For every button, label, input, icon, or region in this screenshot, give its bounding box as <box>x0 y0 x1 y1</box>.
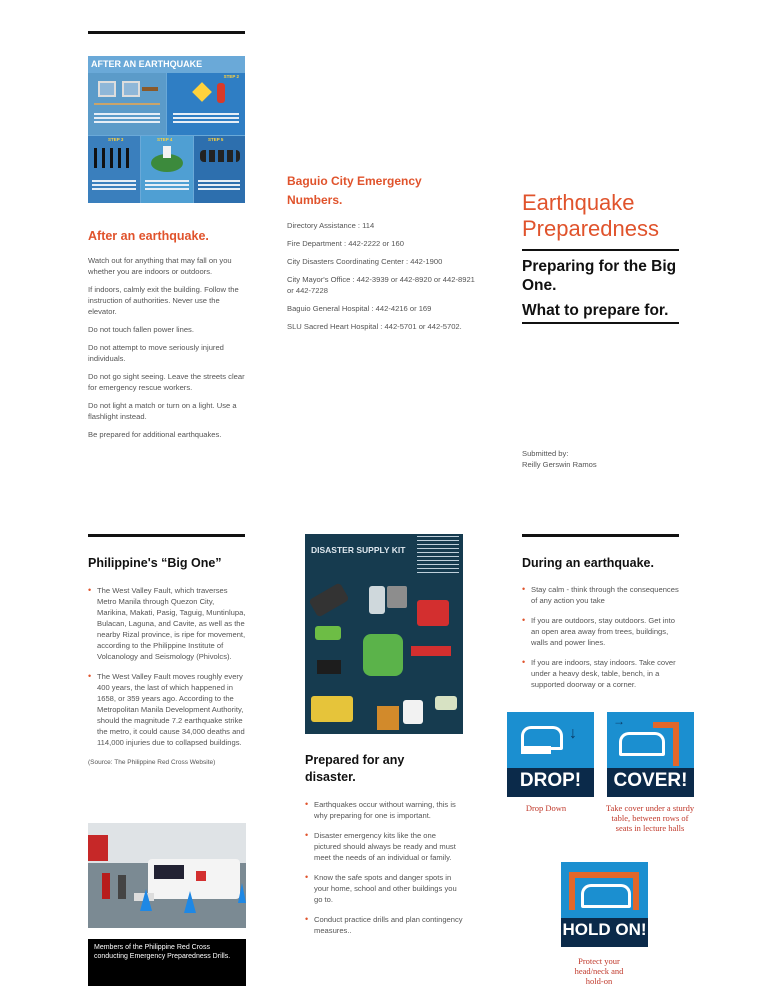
drop-arrow-icon: ↓ <box>569 725 577 742</box>
after-earthquake-list <box>88 255 248 447</box>
hold-on-tile <box>561 862 648 947</box>
drop-label: DROP! <box>519 770 582 791</box>
cover-rule-2 <box>522 322 679 324</box>
cover-tile <box>607 712 694 797</box>
infographic-panel-1 <box>88 73 166 135</box>
prepared-bullet: • Conduct practice drills and plan contingency measures.. <box>305 914 465 936</box>
infographic-panel-5: STEP 5 <box>194 136 245 203</box>
prepared-list <box>305 799 465 945</box>
prepared-bullet: • Disaster emergency kits like the one pictured should always be ready and must meet the needs of an individual or family. <box>305 830 465 863</box>
emergency-number: Fire Department : 442-2222 or 160 <box>287 239 404 248</box>
emergency-numbers-list <box>287 220 482 339</box>
submitted-name: Reilly Gerswin Ramos <box>522 460 597 469</box>
emergency-number: City Disasters Coordinating Center : 442-1900 <box>287 257 443 266</box>
top-rule-col1 <box>88 31 245 34</box>
cover-title-line1: Earthquake <box>522 190 635 215</box>
photo-caption-box <box>88 939 246 986</box>
emergency-number: Directory Assistance : 114 <box>287 221 375 230</box>
during-bullet: • Stay calm - think through the consequences of any action you take <box>522 584 682 606</box>
red-cross-drill-photo <box>88 823 246 928</box>
bottom-rule-col3 <box>522 534 679 537</box>
drop-tile <box>507 712 594 797</box>
cover-subtitle: Preparing for the Big One. <box>522 258 677 294</box>
during-heading: During an earthquake. <box>522 556 654 570</box>
emergency-number: Baguio General Hospital : 442-4216 or 169 <box>287 304 432 313</box>
infographic-panel-3: STEP 3 <box>88 136 140 203</box>
infographic-panel-2: STEP 2 <box>167 73 245 135</box>
during-list <box>522 584 682 699</box>
big-one-heading: Philippine's “Big One” <box>88 556 222 570</box>
cover-label: COVER! <box>613 770 688 791</box>
big-one-bullet: • The West Valley Fault moves roughly every 400 years, the last of which happened in 1658, or 359 years ago. According to the Metropolitan Manila Development Authority, should the magnitude 7.2 earthquake strike the metro, it could cause 34,000 deaths and 114,000 injuries due to collapsed buildings. <box>88 671 246 748</box>
after-tip: Do not go sight seeing. Leave the streets clear for emergency rescue workers. <box>88 372 245 392</box>
submitted-label: Submitted by: <box>522 449 569 458</box>
cover-title-line2: Preparedness <box>522 216 659 241</box>
prepared-heading: Prepared for any disaster. <box>305 753 405 784</box>
emergency-number: SLU Sacred Heart Hospital : 442-5701 or 442-5702. <box>287 322 462 331</box>
after-earthquake-infographic <box>88 56 245 203</box>
cover-arrow-icon: → <box>613 714 625 728</box>
prepared-bullet: • Earthquakes occur without warning, this is why preparing for one is important. <box>305 799 465 821</box>
source-note: (Source: The Philippine Red Cross Website) <box>88 759 216 766</box>
during-bullet: • If you are outdoors, stay outdoors. Get into an open area away from trees, buildings, walls and power lines. <box>522 615 682 648</box>
hold-on-caption: Protect your head/neck and hold-on <box>574 956 624 986</box>
cover-title <box>522 190 659 242</box>
after-tip: Be prepared for additional earthquakes. <box>88 430 222 439</box>
bottom-rule-col1 <box>88 534 245 537</box>
after-earthquake-heading: After an earthquake. <box>88 229 209 243</box>
big-one-list <box>88 585 246 768</box>
drop-caption: Drop Down <box>525 803 567 813</box>
emergency-numbers-heading: Baguio City Emergency Numbers. <box>287 174 422 207</box>
disaster-supply-kit-image <box>305 534 463 734</box>
after-tip: Do not light a match or turn on a light. Use a flashlight instead. <box>88 401 237 421</box>
infographic-panel-4: STEP 4 <box>141 136 193 203</box>
cover-subtitle-2: What to prepare for. <box>522 302 669 319</box>
kit-banner: DISASTER SUPPLY KIT <box>311 545 406 555</box>
big-one-bullet: • The West Valley Fault, which traverses Metro Manila through Quezon City, Marikina, Makati, Pasig, Taguig, Muntinlupa, Bulacan, Laguna, and Cavite, as well as the nearby Rizal province, is ripe for movement, according to the Philippine Institute of Volcanology and Seismology (Phivolcs). <box>88 585 246 662</box>
emergency-number: City Mayor's Office : 442-3939 or 442-8920 or 442-8921 or 442-7228 <box>287 275 475 295</box>
hold-on-label: HOLD ON! <box>562 920 647 939</box>
infographic-banner: AFTER AN EARTHQUAKE <box>91 59 203 69</box>
after-tip: Watch out for anything that may fall on you whether you are indoors or outdoors. <box>88 256 232 276</box>
after-tip: Do not touch fallen power lines. <box>88 325 194 334</box>
photo-caption: Members of the Philippine Red Cross conducting Emergency Preparedness Drills. <box>94 944 231 960</box>
during-bullet: • If you are indoors, stay indoors. Take cover under a heavy desk, table, bench, in a supported doorway or a corner. <box>522 657 682 690</box>
after-tip: If indoors, calmly exit the building. Follow the instruction of authorities. Never use the elevator. <box>88 285 239 316</box>
cover-caption: Take cover under a sturdy table, between rows of seats in lecture halls <box>605 803 695 833</box>
prepared-bullet: • Know the safe spots and danger spots in your home, school and other buildings you go to. <box>305 872 465 905</box>
submitted-by <box>522 448 597 470</box>
after-tip: Do not attempt to move seriously injured individuals. <box>88 343 224 363</box>
cover-rule <box>522 249 679 251</box>
